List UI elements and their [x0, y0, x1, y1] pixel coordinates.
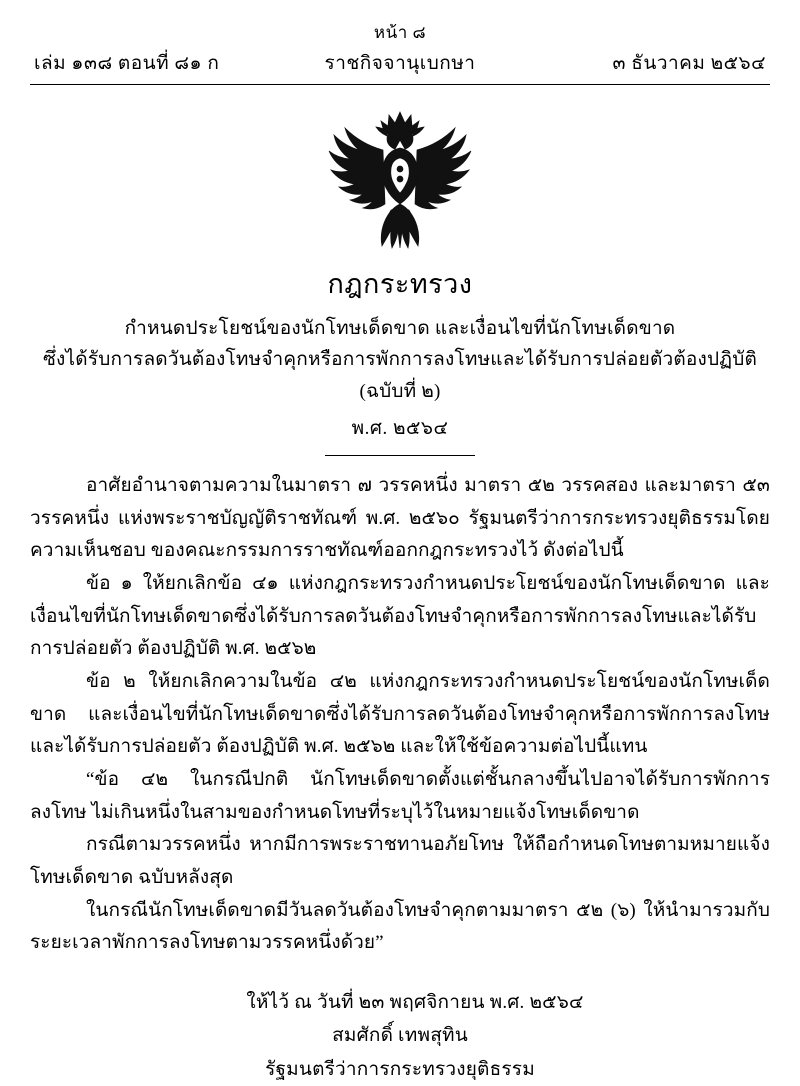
- body-paragraph: ข้อ ๑ ให้ยกเลิกข้อ ๔๑ แห่งกฎกระทรวงกำหนดประโยชน์ของนักโทษเด็ดขาด และเงื่อนไขที่นักโทษเด็ดขาดซึ่งได้รับการลดวันต้องโทษจำคุกหรือการพักการลงโทษและได้รับการปล่อยตัว ต้องปฏิบัติ พ.ศ. ๒๕๖๒: [30, 573, 770, 660]
- header-row: [30, 48, 770, 78]
- publication-date: ๓ ธันวาคม ๒๕๖๔: [612, 53, 766, 75]
- document-body: [30, 470, 770, 960]
- title-divider: [325, 455, 475, 456]
- body-paragraph: อาศัยอำนาจตามความในมาตรา ๗ วรรคหนึ่ง มาตรา ๕๒ วรรคสอง และมาตรา ๕๓ วรรคหนึ่ง แห่งพระราชบัญญัติราชทัณฑ์ พ.ศ. ๒๕๖๐ รัฐมนตรีว่าการกระทรวงยุติธรรมโดยความเห็นชอบ ของคณะกรรมการราชทัณฑ์ออกกฎกระทรวงไว้ ดังต่อไปนี้: [30, 475, 770, 562]
- signatory-position: รัฐมนตรีว่าการกระทรวงยุติธรรม: [265, 1058, 535, 1080]
- signature-date: ให้ไว้ ณ วันที่ ๒๓ พฤศจิกายน พ.ศ. ๒๕๖๔: [246, 992, 584, 1014]
- body-paragraph: “ข้อ ๔๒ ในกรณีปกติ นักโทษเด็ดขาดตั้งแต่ชั้นกลางขึ้นไปอาจได้รับการพักการลงโทษ ไม่เกินหนึ่งในสามของกำหนดโทษที่ระบุไว้ในหมายแจ้งโทษเด็ดขาด: [30, 769, 770, 823]
- document-title: กฎกระทรวง: [327, 269, 473, 299]
- body-paragraph: ข้อ ๒ ให้ยกเลิกความในข้อ ๔๒ แห่งกฎกระทรวงกำหนดประโยชน์ของนักโทษเด็ดขาด และเงื่อนไขที่นักโทษเด็ดขาดซึ่งได้รับการลดวันต้องโทษจำคุกหรือการพักการลงโทษและได้รับการปล่อยตัว ต้องปฏิบัติ พ.ศ. ๒๕๖๒ และให้ใช้ข้อความต่อไปนี้แทน: [30, 671, 770, 758]
- body-paragraph: ในกรณีนักโทษเด็ดขาดมีวันลดวันต้องโทษจำคุกตามมาตรา ๕๒ (๖) ให้นำมารวมกับ ระยะเวลาพักการลงโทษตามวรรคหนึ่งด้วย”: [30, 899, 770, 954]
- document-subtitle-line-1: กำหนดประโยชน์ของนักโทษเด็ดขาด และเงื่อนไขที่นักโทษเด็ดขาด: [124, 318, 676, 339]
- body-paragraph: กรณีตามวรรคหนึ่ง หากมีการพระราชทานอภัยโทษ ให้ถือกำหนดโทษตามหมายแจ้งโทษเด็ดขาด ฉบับหลังสุด: [30, 834, 770, 889]
- gazette-name: ราชกิจจานุเบกษา: [324, 53, 476, 75]
- page-number: หน้า ๘: [373, 23, 427, 42]
- signatory-name: สมศักดิ์ เทพสุทิน: [332, 1025, 468, 1047]
- page-header: [30, 22, 770, 84]
- volume-issue: เล่ม ๑๓๘ ตอนที่ ๘๑ ก: [34, 53, 220, 75]
- document-subtitle-line-2: ซึ่งได้รับการลดวันต้องโทษจำคุกหรือการพักการลงโทษและได้รับการปล่อยตัวต้องปฏิบัติ (ฉบับที่ ๒): [42, 349, 758, 402]
- header-divider: [30, 84, 770, 85]
- signature-block: [30, 986, 770, 1086]
- garuda-emblem: [30, 106, 770, 256]
- document-year: พ.ศ. ๒๕๖๔: [351, 418, 449, 440]
- document-subtitle: [30, 313, 770, 407]
